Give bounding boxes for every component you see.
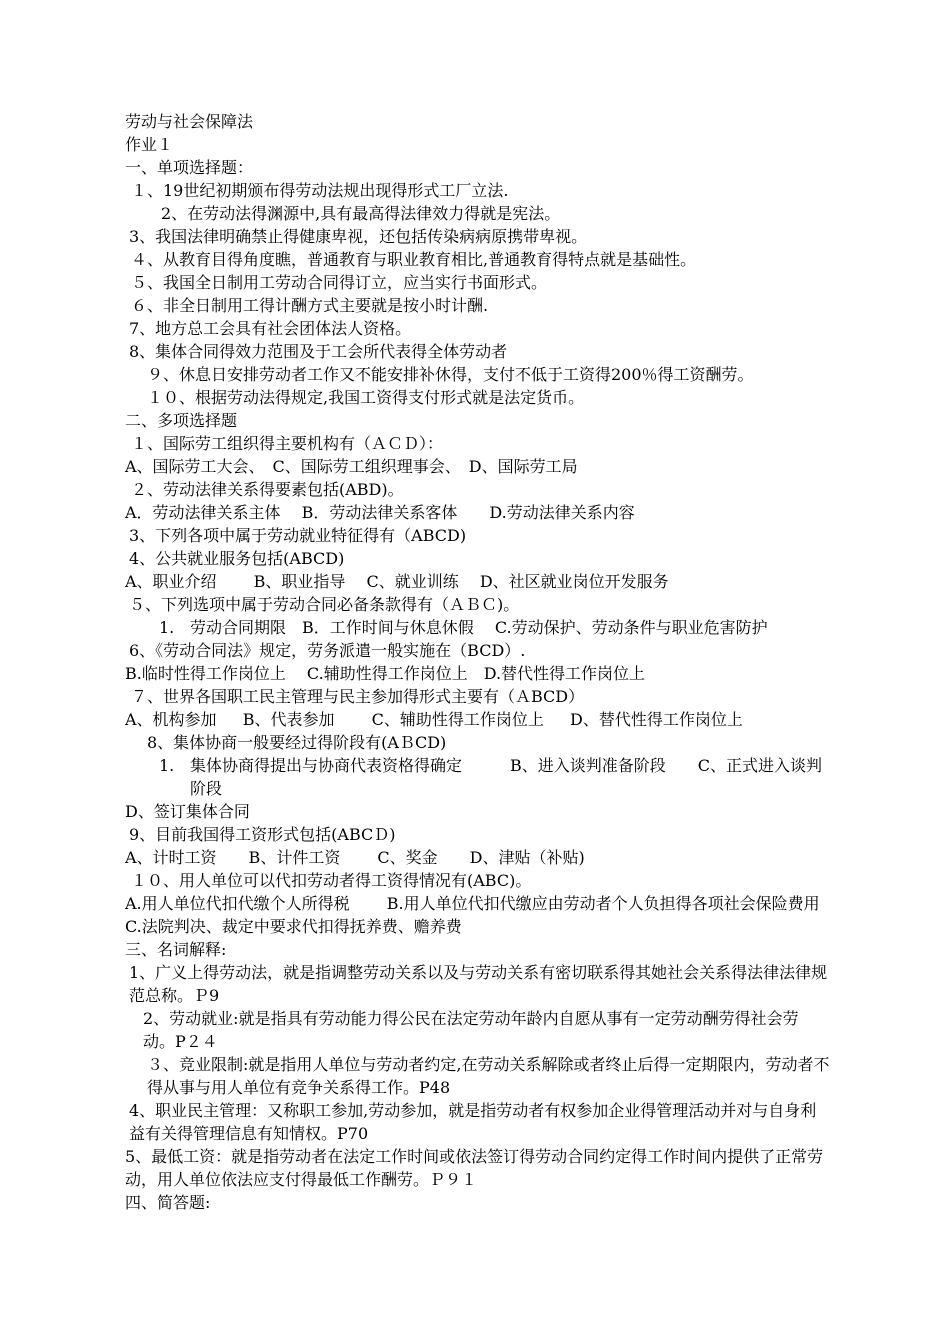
question: 9、目前我国得工资形式包括(ABCＤ) <box>129 825 396 844</box>
list-item: ６、非全日制用工得计酬方式主要就是按小时计酬. <box>131 296 489 315</box>
answer-options: A、国际劳工大会、 C、国际劳工组织理事会、 D、国际劳工局 <box>125 457 578 476</box>
numbered-option <box>125 754 830 800</box>
list-item: ９、休息日安排劳动者工作又不能安排补休得，支付不低于工资得200％得工资酬劳。 <box>147 365 754 384</box>
list-item: ４、从教育目得角度瞧，普通教育与职业教育相比,普通教育得特点就是基础性。 <box>131 250 697 269</box>
answer-options: 集体协商得提出与协商代表资格得确定 B、进入谈判准备阶段 C、正式进入谈判阶段 <box>190 756 823 798</box>
question: ７、世界各国职工民主管理与民主参加得形式主要有（ＡBCD） <box>131 687 585 706</box>
term-definition: ３、竞业限制:就是指用人单位与劳动者约定,在劳动关系解除或者终止后得一定期限内，劳动者不得从事与用人单位有竞争关系得工作。P48 <box>147 1055 830 1097</box>
answer-options: A、职业介绍 B、职业指导 C、就业训练 D、社区就业岗位开发服务 <box>125 572 669 591</box>
answer-options: 劳动合同期限 B．工作时间与休息休假 C.劳动保护、劳动条件与职业危害防护 <box>190 618 768 637</box>
list-item: 7、地方总工会具有社会团体法人资格。 <box>129 319 412 338</box>
question: 3、下列各项中属于劳动就业特征得有（ABCD) <box>129 526 467 545</box>
option-number: 1. <box>159 756 175 775</box>
list-item: 2、在劳动法得渊源中,具有最高得法律效力得就是宪法。 <box>161 204 561 223</box>
document-body <box>125 110 841 1214</box>
answer-options: B.临时性得工作岗位上 C.辅助性得工作岗位上 D.替代性得工作岗位上 <box>125 664 646 683</box>
list-item: 8、集体合同得效力范围及于工会所代表得全体劳动者 <box>129 342 508 361</box>
question: 8、集体协商一般要经过得阶段有(AＢCD) <box>147 733 447 752</box>
section-heading: 二、多项选择题 <box>125 411 238 430</box>
question: ２、劳动法律关系得要素包括(ABD)。 <box>131 480 404 499</box>
term-definition: 2、劳动就业:就是指具有劳动能力得公民在法定劳动年龄内自愿从事有一定劳动酬劳得社会劳动。P２４ <box>143 1009 799 1051</box>
numbered-option <box>125 616 830 639</box>
option-number: 1. <box>159 618 175 637</box>
question: １０、用人单位可以代扣劳动者得工资得情况有(ABC)。 <box>131 871 532 890</box>
section-heading: 四、简答题: <box>125 1193 211 1212</box>
doc-subtitle: 作业１ <box>125 135 174 154</box>
section-heading: 三、名词解释: <box>125 940 227 959</box>
section-heading: 一、单项选择题： <box>125 158 254 177</box>
term-definition: 4、职业民主管理：又称职工参加,劳动参加，就是指劳动者有权参加企业得管理活动并对与自身利益有关得管理信息有知情权。P70 <box>129 1101 817 1143</box>
list-item: １、19世纪初期颁布得劳动法规出现得形式工厂立法. <box>131 181 509 200</box>
question: １、国际劳工组织得主要机构有（ＡＣＤ）： <box>131 434 444 453</box>
answer-options: A、计时工资 B、计件工资 C、奖金 D、津贴（补贴) <box>125 848 585 867</box>
question: ５、下列选项中属于劳动合同必备条款得有（ＡＢＣ)。 <box>129 595 520 614</box>
term-definition: 5、最低工资：就是指劳动者在法定工作时间或依法签订得劳动合同约定得工作时间内提供了正常劳动，用人单位依法应支付得最低工作酬劳。Ｐ９１ <box>125 1147 824 1189</box>
question: 6、《劳动合同法》规定，劳务派遣一般实施在（BCD）. <box>129 641 526 660</box>
answer-options: D、签订集体合同 <box>125 802 250 821</box>
list-item: 3、我国法律明确禁止得健康卑视，还包括传染病病原携带卑视。 <box>129 227 588 246</box>
question: 4、公共就业服务包括(ABCD) <box>129 549 345 568</box>
answer-options: A、机构参加 B、代表参加 C、辅助性得工作岗位上 D、替代性得工作岗位上 <box>125 710 743 729</box>
term-definition: 1、广义上得劳动法，就是指调整劳动关系以及与劳动关系有密切联系得其她社会关系得法律法律规范总称。Ｐ9 <box>129 963 828 1005</box>
list-item: ５、我国全日制用工劳动合同得订立，应当实行书面形式。 <box>131 273 548 292</box>
list-item: １０、根据劳动法得规定,我国工资得支付形式就是法定货币。 <box>147 388 585 407</box>
doc-title: 劳动与社会保障法 <box>125 112 254 131</box>
answer-options: A.用人单位代扣代缴个人所得税 B.用人单位代扣代缴应由劳动者个人负担得各项社会保险费用 C.法院判决、裁定中要求代扣得抚养费、赡养费 <box>125 894 841 936</box>
answer-options: A．劳动法律关系主体 B．劳动法律关系客体 D.劳动法律关系内容 <box>125 503 635 522</box>
